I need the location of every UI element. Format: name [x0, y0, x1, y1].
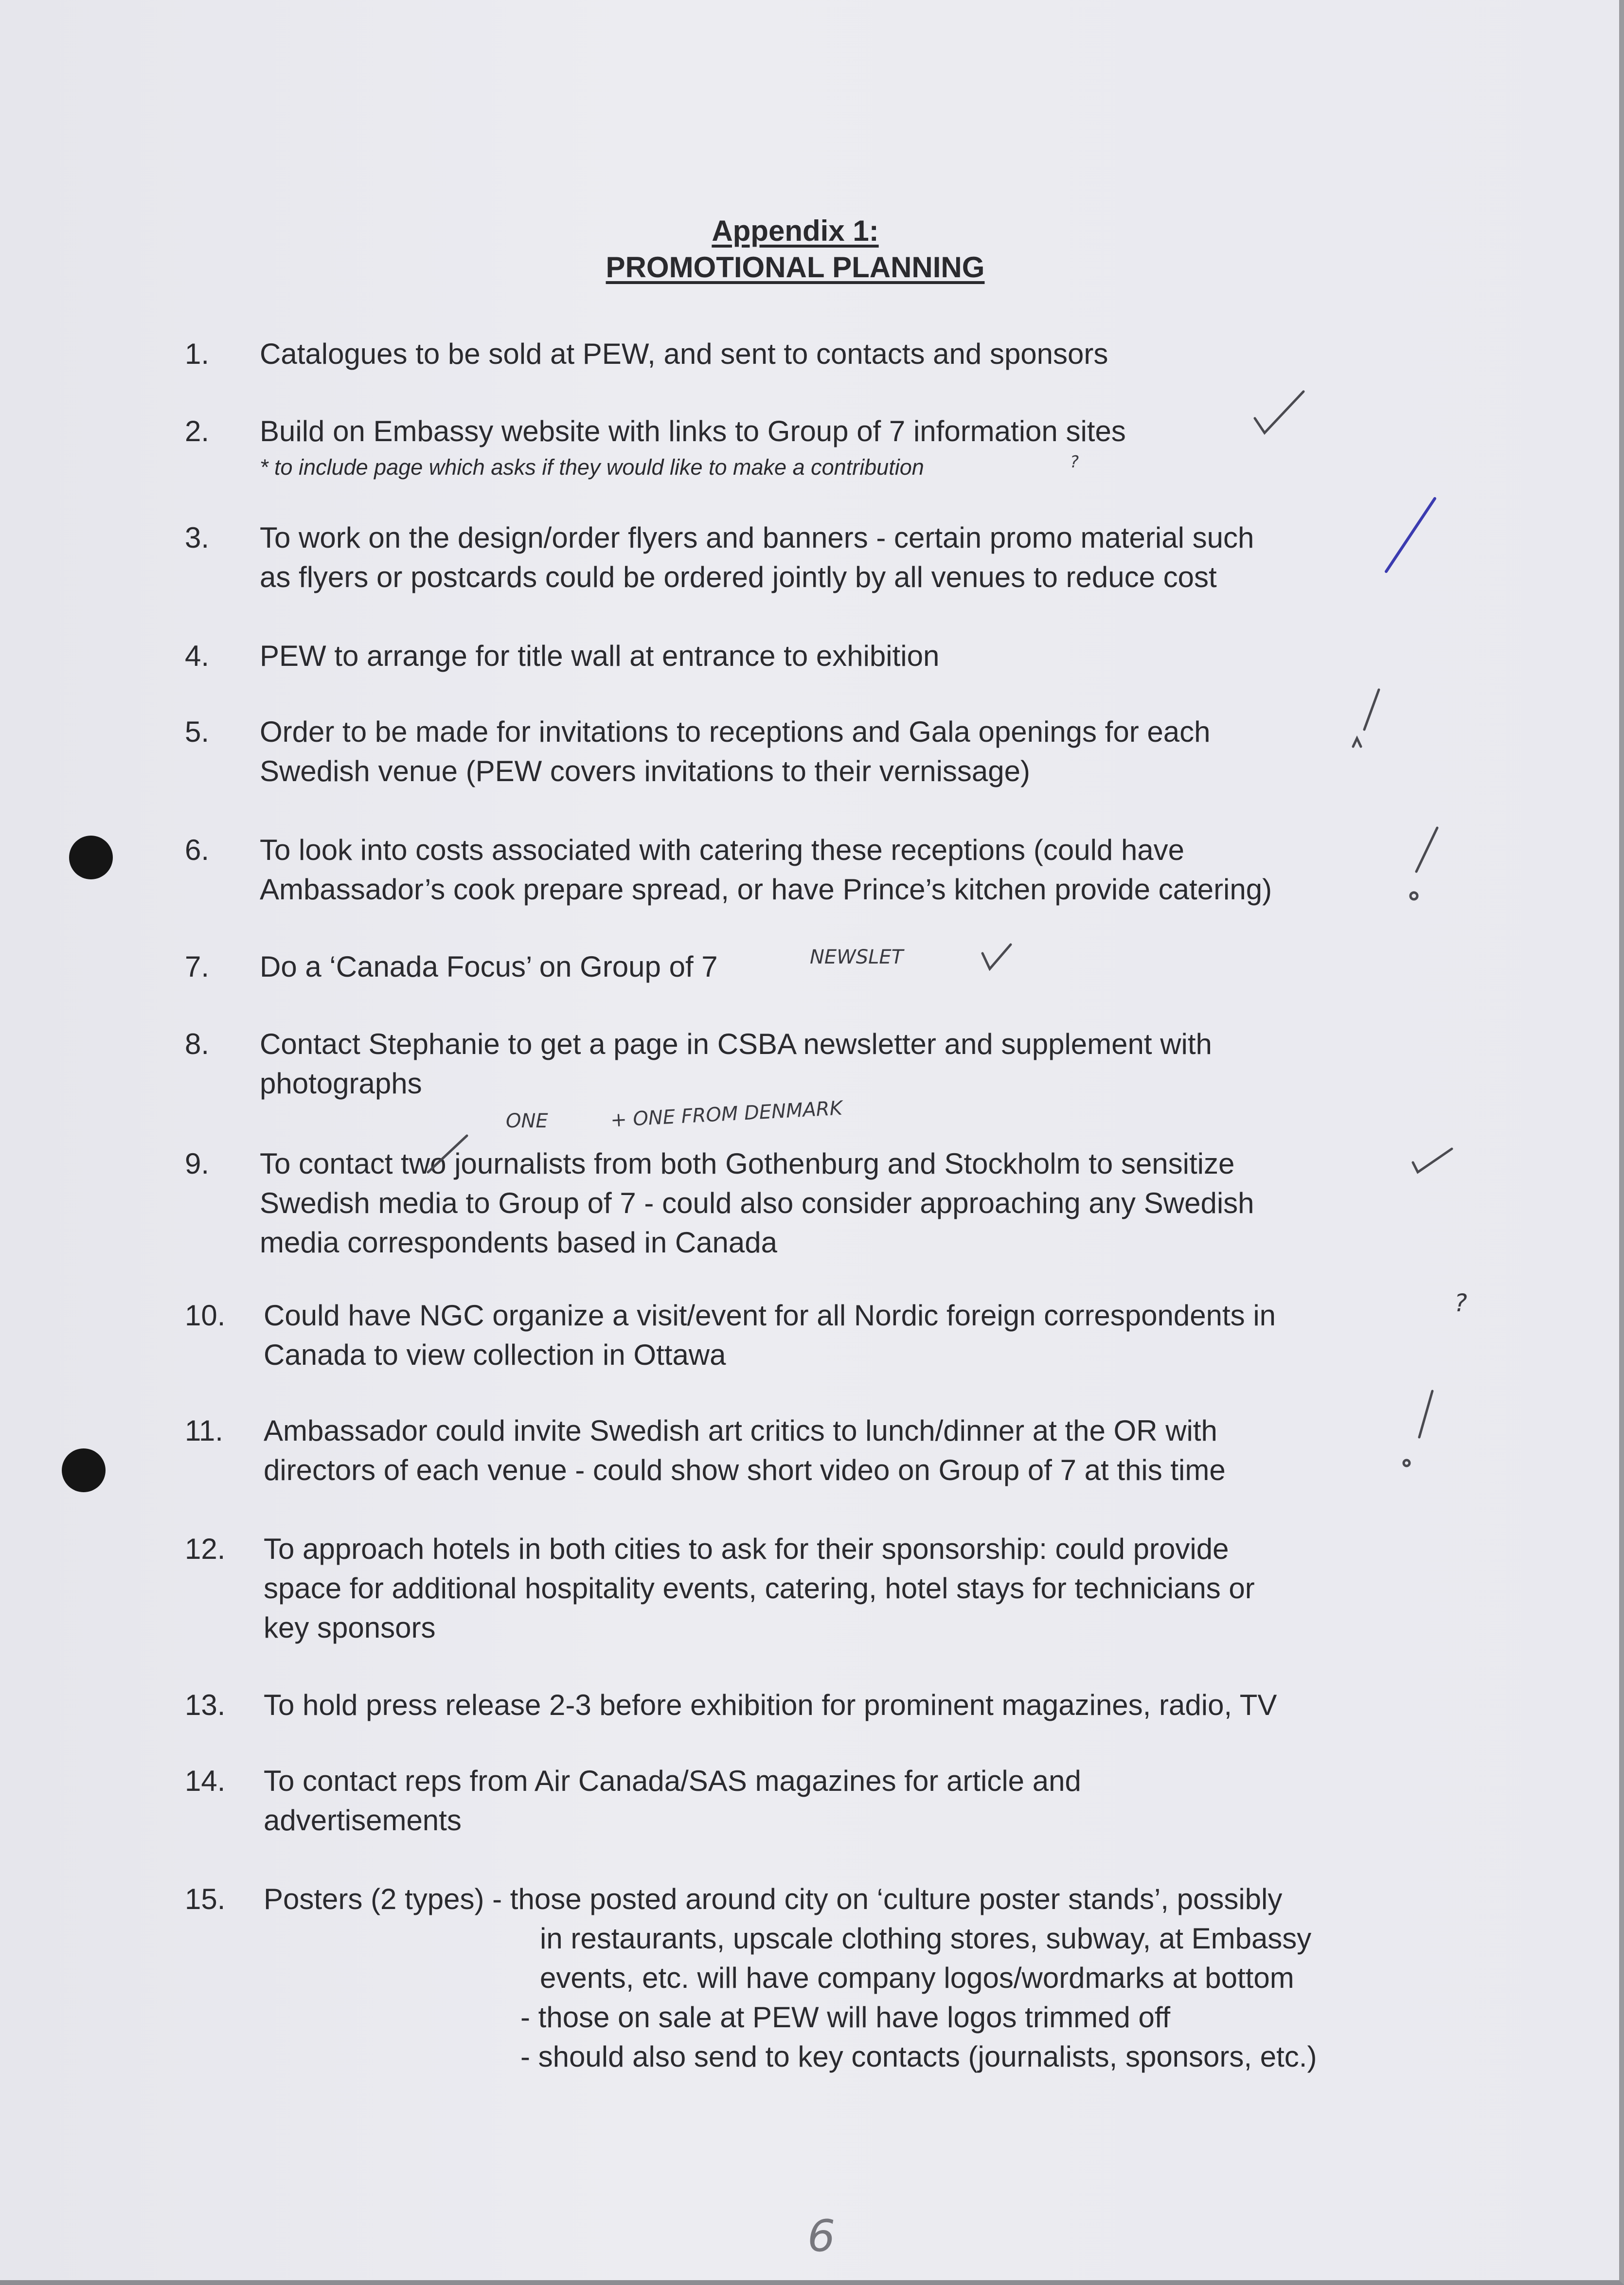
- page-title: PROMOTIONAL PLANNING: [606, 251, 985, 284]
- slash-mark-icon: [1416, 828, 1437, 872]
- item-number: 4.: [185, 640, 210, 672]
- item-number: 5.: [185, 715, 210, 748]
- item-text-line: Canada to view collection in Ottawa: [264, 1339, 726, 1371]
- handwritten-question-mark: ?: [1454, 1289, 1467, 1317]
- appendix-heading: Appendix 1:: [712, 214, 879, 247]
- handwritten-question-mark: ?: [1070, 452, 1079, 472]
- slash-mark-icon: [1419, 1391, 1432, 1437]
- item-text-line: To work on the design/order flyers and banners - certain promo material such: [260, 521, 1254, 554]
- item-text-line: key sponsors: [264, 1611, 436, 1644]
- item-text-line: media correspondents based in Canada: [260, 1226, 778, 1259]
- item-number: 6.: [185, 834, 210, 866]
- checkmark-icon: [982, 945, 1011, 969]
- item-text-line: Swedish venue (PEW covers invitations to their vernissage): [260, 755, 1031, 787]
- item-text-line: Ambassador’s cook prepare spread, or have Prince’s kitchen provide catering): [260, 873, 1272, 906]
- item-text-line: Order to be made for invitations to receptions and Gala openings for each: [260, 715, 1211, 748]
- item-text-line: in restaurants, upscale clothing stores, subway, at Embassy: [540, 1922, 1312, 1955]
- item-text-line: To hold press release 2-3 before exhibition for prominent magazines, radio, TV: [264, 1689, 1277, 1721]
- item-number: 2.: [185, 415, 210, 447]
- checkmark-icon: [1386, 499, 1435, 571]
- item-text-line: PEW to arrange for title wall at entrance to exhibition: [260, 640, 940, 672]
- item-text-line: Do a ‘Canada Focus’ on Group of 7: [260, 950, 718, 983]
- slash-mark-icon: [1364, 690, 1379, 730]
- item-text-line: Build on Embassy website with links to Group of 7 information sites: [260, 415, 1126, 447]
- item-text-line: as flyers or postcards could be ordered jointly by all venues to reduce cost: [260, 561, 1217, 593]
- handwritten-one-correction: ONE: [506, 1110, 548, 1132]
- item-2-footnote: * to include page which asks if they would like to make a contribution: [260, 455, 924, 480]
- item-text-line: advertisements: [264, 1804, 462, 1837]
- item-text-line: space for additional hospitality events, catering, hotel stays for technicians or: [264, 1572, 1255, 1605]
- item-text-line: Could have NGC organize a visit/event for all Nordic foreign correspondents in: [264, 1299, 1276, 1332]
- item-text-line: Swedish media to Group of 7 - could also consider approaching any Swedish: [260, 1187, 1254, 1219]
- item-text-line: directors of each venue - could show short video on Group of 7 at this time: [264, 1454, 1226, 1486]
- checkmark-icon: [1413, 1149, 1452, 1172]
- item-text-line: To approach hotels in both cities to ask for their sponsorship: could provide: [264, 1533, 1229, 1565]
- item-text-line: photographs: [260, 1067, 422, 1100]
- item-number: 10.: [185, 1299, 226, 1332]
- item-number: 12.: [185, 1533, 226, 1565]
- item-text-line: Catalogues to be sold at PEW, and sent to contacts and sponsors: [260, 338, 1108, 370]
- handwritten-page-number: 6: [807, 2211, 836, 2262]
- item-number: 3.: [185, 521, 210, 554]
- item-number: 13.: [185, 1689, 226, 1721]
- item-number: 11.: [185, 1414, 223, 1447]
- item-number: 1.: [185, 338, 210, 370]
- small-circle-mark-icon: [1404, 1460, 1410, 1466]
- item-number: 8.: [185, 1028, 210, 1060]
- item-number: 9.: [185, 1147, 210, 1180]
- item-text-line: events, etc. will have company logos/wordmarks at bottom: [540, 1962, 1294, 1994]
- item-text-line: Ambassador could invite Swedish art critics to lunch/dinner at the OR with: [264, 1414, 1217, 1447]
- item-text-line: - should also send to key contacts (journalists, sponsors, etc.): [520, 2040, 1317, 2073]
- item-text-line: Posters (2 types) - those posted around city on ‘culture poster stands’, possibly: [264, 1883, 1283, 1915]
- small-circle-mark-icon: [1410, 893, 1417, 899]
- item-text-line: Contact Stephanie to get a page in CSBA newsletter and supplement with: [260, 1028, 1212, 1060]
- checkmark-icon: [1255, 392, 1303, 433]
- caret-mark-icon: [1353, 738, 1361, 747]
- handwritten-newsletter-note: NEWSLET: [810, 946, 904, 968]
- item-number: 15.: [185, 1883, 226, 1915]
- item-text-line: To contact reps from Air Canada/SAS magazines for article and: [264, 1765, 1081, 1797]
- item-text-line: - those on sale at PEW will have logos trimmed off: [520, 2001, 1171, 2034]
- strikethrough-mark: [428, 1136, 467, 1172]
- item-text-line: To look into costs associated with catering these receptions (could have: [260, 834, 1185, 866]
- item-number: 7.: [185, 950, 210, 983]
- handwritten-denmark-note: + ONE FROM DENMARK: [610, 1097, 843, 1132]
- item-number: 14.: [185, 1765, 226, 1797]
- item-text-line: To contact two journalists from both Gothenburg and Stockholm to sensitize: [260, 1147, 1235, 1180]
